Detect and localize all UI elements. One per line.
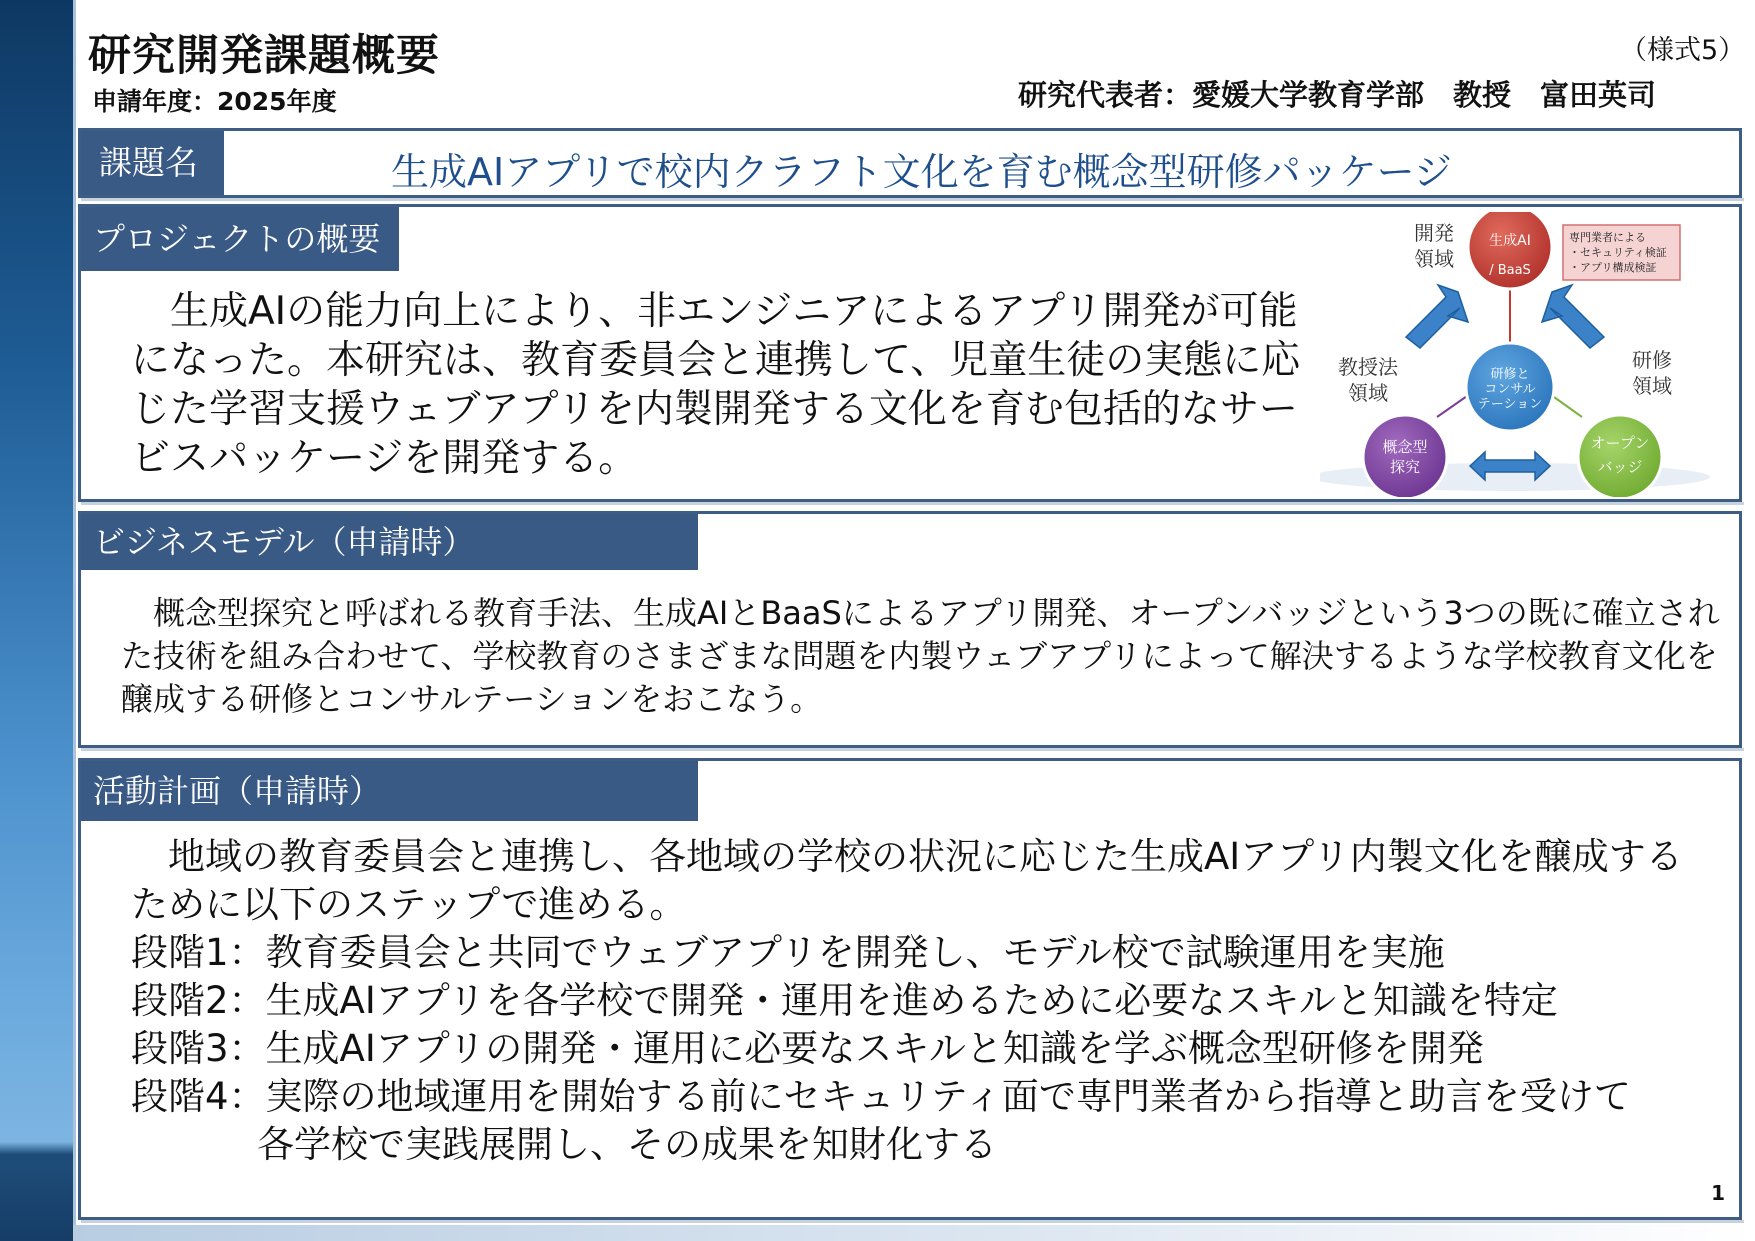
business-model-label: ビジネスモデル（申請時） — [81, 514, 698, 570]
business-model-box — [78, 511, 1742, 748]
circle-consulting-line1: 研修と — [1490, 367, 1530, 382]
activity-plan-label: 活動計画（申請時） — [81, 761, 698, 821]
arrow-right — [1542, 285, 1604, 348]
plan-step-3: 段階3：生成AIアプリの開発・運用に必要なスキルと知識を学ぶ概念型研修を開発 — [131, 1027, 1484, 1070]
plan-step-1: 段階1：教育委員会と共同でウェブアプリを開発し、モデル校で試験運用を実施 — [131, 931, 1445, 974]
label-pedagogy-line2: 領域 — [1348, 381, 1388, 405]
overview-text: 生成AIの能力向上により、非エンジニアによるアプリ開発が可能になった。本研究は、教育委員会と連携して、児童生徒の実態に応じた学習支援ウェブアプリを内製開発する文化を育む包括的なサービスパッケージを開発する。 — [131, 289, 1301, 481]
plan-step-4: 段階4：実際の地域運用を開始する前にセキュリティ面で専門業者から指導と助言を受けて — [131, 1075, 1631, 1118]
arrow-left — [1406, 285, 1468, 348]
sidebar-edge — [73, 0, 76, 1241]
bottom-band — [73, 1225, 1755, 1241]
circle-consulting-line3: テーション — [1477, 397, 1543, 412]
overview-label: プロジェクトの概要 — [81, 207, 399, 271]
theme-label: 課題名 — [81, 131, 224, 195]
circle-inquiry-line2: 探究 — [1389, 458, 1421, 476]
form-number: （様式5） — [1620, 35, 1746, 66]
application-year: 申請年度：2025年度 — [92, 87, 337, 116]
concept-diagram — [1320, 212, 1740, 497]
theme-text: 生成AIアプリで校内クラフト文化を育む概念型研修パッケージ — [391, 150, 1452, 194]
note-line1: 専門業者による — [1569, 231, 1646, 244]
circle-openbadge-line1: オープン — [1590, 434, 1650, 452]
label-training-line1: 研修 — [1632, 348, 1672, 372]
business-model-text: 概念型探究と呼ばれる教育手法、生成AIとBaaSによるアプリ開発、オープンバッジという3つの既に確立された技術を組み合わせて、学校教育のさまざまな問題を内製ウェブアプリによって解決するような学校教育文化を醸成する研修とコンサルテーションをおこなう。 — [121, 594, 1720, 718]
page-title: 研究開発課題概要 — [88, 31, 440, 81]
activity-plan-box — [78, 758, 1742, 1220]
note-line3: ・アプリ構成検証 — [1569, 261, 1657, 274]
note-line2: ・セキュリティ検証 — [1569, 246, 1667, 259]
circle-inquiry — [1363, 415, 1447, 497]
page-number: 1 — [1711, 1181, 1725, 1205]
activity-plan-intro: 地域の教育委員会と連携し、各地域の学校の状況に応じた生成AIアプリ内製文化を醸成するために以下のステップで進める。 — [131, 835, 1683, 926]
label-pedagogy-line1: 教授法 — [1338, 355, 1398, 379]
circle-consulting-line2: コンサル — [1484, 382, 1536, 397]
plan-step-2: 段階2：生成AIアプリを各学校で開発・運用を進めるために必要なスキルと知識を特定 — [131, 979, 1558, 1022]
circle-genai-line2: / BaaS — [1489, 263, 1531, 278]
plan-step-4-continued: 各学校で実践展開し、その成果を知財化する — [257, 1123, 997, 1166]
theme-box — [78, 128, 1742, 198]
circle-inquiry-line1: 概念型 — [1382, 438, 1428, 456]
representative: 研究代表者：愛媛大学教育学部 教授 富田英司 — [1018, 78, 1657, 112]
label-dev-line2: 領域 — [1414, 247, 1454, 271]
circle-genai-line1: 生成AI — [1489, 233, 1531, 249]
circle-openbadge — [1578, 415, 1662, 497]
sidebar-decoration — [0, 0, 73, 1241]
circle-openbadge-line2: バッジ — [1597, 458, 1643, 476]
label-training-line2: 領域 — [1632, 374, 1672, 398]
label-dev-line1: 開発 — [1414, 221, 1454, 245]
